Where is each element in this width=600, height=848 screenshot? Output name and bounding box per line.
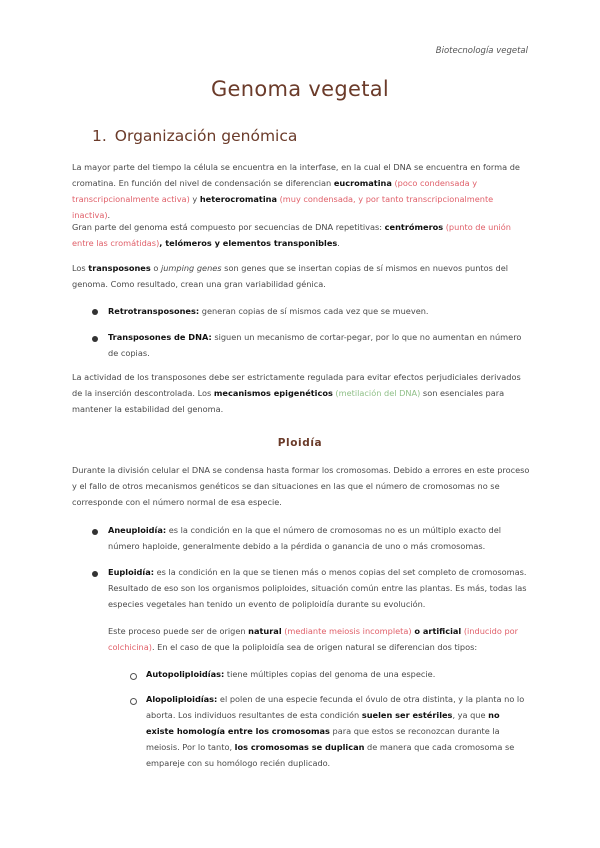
list-item-term: Transposones de DNA: <box>108 332 212 342</box>
note-eucromatina: (poco condensada y transcripcionalmente activa) <box>72 178 478 204</box>
list-item-text: es la condición en la que el número de cromosomas no es un múltiplo exacto del número haploide, generalmente debido a la pérdida o ganancia de uno o más cromosomas. <box>108 525 502 551</box>
subsection-heading-ploidia: Ploidía <box>277 437 323 449</box>
term-artificial: o artificial <box>411 626 462 636</box>
list-item <box>108 522 530 554</box>
paragraph-cromatina <box>72 159 530 223</box>
circle-bullet-icon <box>130 698 137 705</box>
list-item-term: Euploidía: <box>108 567 154 577</box>
term-mecanismos-epigeneticos: mecanismos epigenéticos <box>213 388 333 398</box>
text-run: Gran parte del genoma está compuesto por secuencias de DNA repetitivas: <box>72 222 385 232</box>
term-jumping-genes: jumping genes <box>160 263 222 273</box>
list-item <box>108 303 530 319</box>
text-run: o <box>150 263 161 273</box>
bullet-icon <box>92 336 98 342</box>
term-natural: natural <box>248 626 282 636</box>
text-run: son genes que se insertan copias de sí mismos en nuevos puntos del genoma. Como resultado, crean una gran variabilidad génica. <box>72 263 509 289</box>
text-run: son esenciales para mantener la estabilidad del genoma. <box>72 388 505 414</box>
text-run: de manera que cada cromosoma se empareje con su homólogo recién duplicado. <box>146 742 515 768</box>
sub-list-item-term: Autopoliploidías: <box>146 669 225 679</box>
bullet-icon <box>92 529 98 535</box>
note-metilacion: (metilación del DNA) <box>332 388 421 398</box>
note-meiosis: (mediante meiosis incompleta) <box>281 626 412 636</box>
paragraph-division-celular: Durante la división celular el DNA se condensa hasta formar los cromosomas. Debido a errores en este proceso y el fallo de otros mecanismos genéticos se dan situaciones en las que el número de cromosomas no se corresponde con el número normal de esa especie. <box>72 465 530 507</box>
page-title: Genoma vegetal <box>210 77 390 101</box>
list-item-text: es la condición en la que se tienen más o menos copias del set completo de cromosomas. Resultado de eso son los organismos poliploides, situación común entre las plantas. Es más, todas las especies vegetales han tenido un evento de poliploidía durante su evolución. <box>108 567 527 609</box>
text-run: para que estos se reconozcan durante la meiosis. Por lo tanto, <box>146 726 500 752</box>
list-item-text: siguen un mecanismo de cortar-pegar, por lo que no aumentan en número de copias. <box>108 332 522 358</box>
paragraph-transposones <box>72 260 530 292</box>
paragraph-regulacion <box>72 369 530 417</box>
term-esteriles: suelen ser estériles <box>361 710 453 720</box>
list-item <box>108 564 530 612</box>
term-homologia: no existe homología entre los cromosomas <box>146 710 500 736</box>
text-run: Este proceso puede ser de origen <box>108 626 249 636</box>
paragraph-origen <box>108 623 530 655</box>
text-run: Los <box>72 263 89 273</box>
circle-bullet-icon <box>130 673 137 680</box>
text-run: , ya que <box>452 710 489 720</box>
section-number: 1. <box>92 127 107 145</box>
text-run: . <box>107 210 111 220</box>
bullet-icon <box>92 571 98 577</box>
term-centromeros: centrómeros <box>384 222 444 232</box>
paragraph-secuencias-repetitivas <box>72 219 530 251</box>
text-run: La mayor parte del tiempo la célula se encuentra en la interfase, en la cual el DNA se encuentra en forma de cromatina. En función del nivel de condensación se diferencian <box>72 162 520 188</box>
note-colchicina: (inducido por colchicina) <box>108 626 519 652</box>
list-item-text: generan copias de sí mismos cada vez que se mueven. <box>199 306 429 316</box>
sub-list-item-text: tiene múltiples copias del genoma de una especie. <box>224 669 436 679</box>
term-duplican: los cromosomas se duplican <box>234 742 365 752</box>
sub-list-item <box>146 691 530 771</box>
text-run: el polen de una especie fecunda el óvulo de otra distinta, y la planta no lo aborta. Los individuos resultantes de esta condición <box>146 694 525 720</box>
running-header: Biotecnología vegetal <box>435 46 528 56</box>
term-eucromatina: eucromatina <box>333 178 392 188</box>
list-item-term: Aneuploidía: <box>108 525 167 535</box>
sub-list-item-term: Alopoliploidías: <box>146 694 218 704</box>
sub-list-item <box>146 666 530 682</box>
list-item-term: Retrotransposones: <box>108 306 200 316</box>
text-run: y <box>189 194 200 204</box>
term-transposones: transposones <box>88 263 151 273</box>
term-heterocromatina: heterocromatina <box>199 194 278 204</box>
note-heterocromatina: (muy condensada, y por tanto transcripcionalmente inactiva) <box>72 194 494 220</box>
section-title: Organización genómica <box>114 127 298 145</box>
text-run: . En el caso de que la poliploidía sea de origen natural se diferencian dos tipos: <box>151 642 478 652</box>
note-centromeros: (punto de unión entre las cromátidas) <box>72 222 511 248</box>
list-item <box>108 329 530 361</box>
text-run: . <box>337 238 340 248</box>
text-run: La actividad de los transposones debe ser estrictamente regulada para evitar efectos perjudiciales derivados de la inserción descontrolada. Los <box>72 372 521 398</box>
bullet-icon <box>92 309 98 315</box>
term-telomeros: , telómeros y elementos transponibles <box>159 238 338 248</box>
section-heading-organizacion <box>92 127 297 145</box>
